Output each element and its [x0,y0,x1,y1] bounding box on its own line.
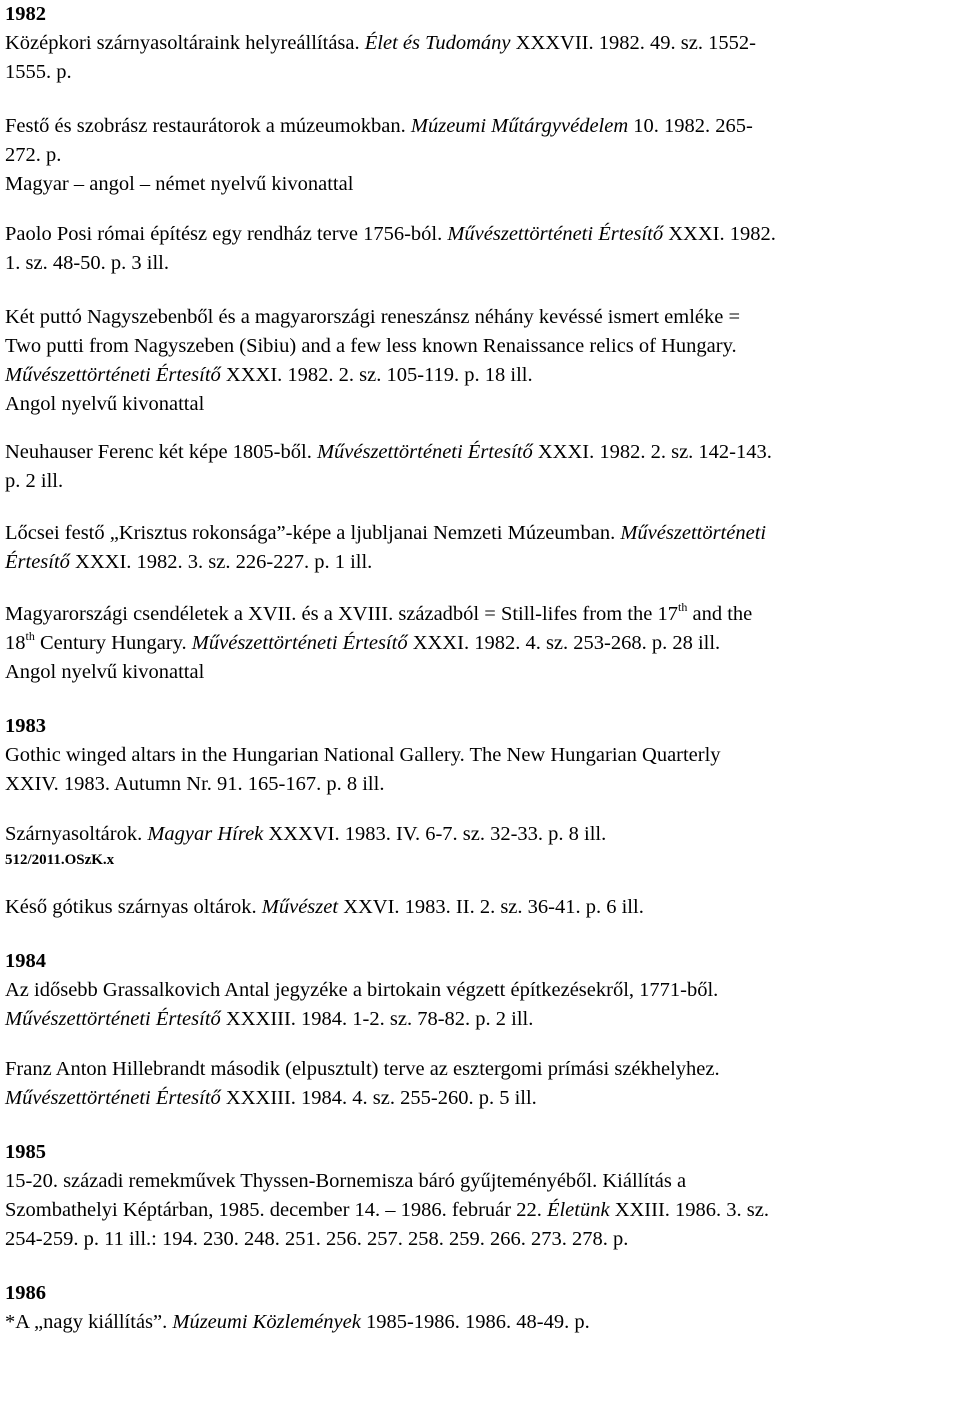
bibliography-entry [5,519,955,577]
bibliography-entry [5,1308,955,1337]
bibliography-entry [5,820,955,849]
entry-ref: XXXIII. 1984. 1-2. sz. 78-82. p. 2 ill. [220,1008,534,1030]
bibliography-entry [5,303,955,419]
entry-title: Középkori szárnyasoltáraink helyreállítása. [5,32,365,54]
entry-title: *A „nagy kiállítás”. [5,1311,173,1333]
year-heading-1985: 1985 [5,1141,46,1163]
entry-title: Paolo Posi római építész egy rendház terve 1756-ból. [5,223,448,245]
entry-title: Késő gótikus szárnyas oltárok. [5,896,262,918]
entry-ref: XXXVI. 1983. IV. 6-7. sz. 32-33. p. 8 ill. [263,823,607,845]
bibliography-entry [5,29,955,87]
bibliography-entry [5,1167,955,1254]
bibliography-entry [5,112,955,199]
journal-name: Múzeumi Műtárgyvédelem [410,115,629,137]
entry-ref-cont: 272. p. [5,144,62,166]
entry-ref: XXXVII. 1982. 49. sz. 1552- [510,32,756,54]
entry-title: 15-20. századi remekművek Thyssen-Bornemisza báró gyűjteményéből. Kiállítás a [5,1170,687,1192]
journal-name: Magyar Hírek [147,823,264,845]
entry-title: Neuhauser Ferenc két képe 1805-ből. [5,441,317,463]
entry-ref: XXXIII. 1984. 4. sz. 255-260. p. 5 ill. [220,1087,537,1109]
entry-title-english: Two putti from Nagyszeben (Sibiu) and a few less known Renaissance relics of Hungary. [5,335,737,357]
year-heading-1982: 1982 [5,3,46,25]
bibliography-entry [5,438,955,496]
bibliography-entry [5,600,955,687]
entry-title-cont: and the [687,603,753,625]
entry-ref: XXIII. 1986. 3. sz. [609,1199,769,1221]
journal-name: Életünk [546,1199,610,1221]
abstract-note: Magyar – angol – német nyelvű kivonattal [5,173,354,195]
bibliography-entry [5,976,955,1034]
journal-name: Művészettörténeti Értesítő [447,223,664,245]
journal-name: Művészet [261,896,339,918]
ordinal-superscript: th [25,629,35,643]
entry-ref-cont: 1555. p. [5,61,72,83]
journal-name-cont: Értesítő [5,551,70,573]
entry-title: Két puttó Nagyszebenből és a magyarországi reneszánsz néhány kevéssé ismert emléke = [5,306,741,328]
journal-name: Művészettörténeti Értesítő [5,1008,221,1030]
entry-title: Lőcsei festő „Krisztus rokonsága”-képe a ljubljanai Nemzeti Múzeumban. [5,522,621,544]
journal-name: Élet és Tudomány [364,32,511,54]
catalog-code: 512/2011.OSzK.x [5,852,115,868]
abstract-note: Angol nyelvű kivonattal [5,393,205,415]
entry-title: Gothic winged altars in the Hungarian National Gallery. The New Hungarian Quarterly [5,744,721,766]
year-heading-1983: 1983 [5,715,46,737]
entry-title: Franz Anton Hillebrandt második (elpusztult) terve az esztergomi prímási székhelyhez. [5,1058,720,1080]
entry-ref: XXXI. 1982. 4. sz. 253-268. p. 28 ill. [407,632,721,654]
journal-name: Művészettörténeti Értesítő [316,441,533,463]
entry-ref: 1985-1986. 1986. 48-49. p. [360,1311,590,1333]
journal-name: Művészettörténeti Értesítő [5,1087,221,1109]
abstract-note: Angol nyelvű kivonattal [5,661,205,683]
journal-name: Művészettörténeti Értesítő [5,364,221,386]
bibliography-entry [5,1055,955,1113]
bibliography-document [5,0,955,1337]
bibliography-entry [5,220,955,278]
bibliography-entry [5,893,955,922]
entry-title: Szárnyasoltárok. [5,823,148,845]
entry-title-cont: 18 [5,632,26,654]
entry-ref: XXXI. 1982. 2. sz. 105-119. p. 18 ill. [220,364,533,386]
bibliography-entry [5,741,955,799]
entry-ref-cont: 1. sz. 48-50. p. 3 ill. [5,252,169,274]
entry-ref: XXXI. 1982. [663,223,776,245]
entry-ref: XXXI. 1982. 2. sz. 142-143. [532,441,772,463]
ordinal-superscript: th [678,600,688,614]
journal-name: Művészettörténeti [620,522,767,544]
entry-title: Az idősebb Grassalkovich Antal jegyzéke a birtokain végzett építkezésekről, 1771-ből. [5,979,719,1001]
entry-ref: XXXI. 1982. 3. sz. 226-227. p. 1 ill. [69,551,373,573]
entry-ref-cont: p. 2 ill. [5,470,64,492]
year-heading-1984: 1984 [5,950,46,972]
entry-ref: XXVI. 1983. II. 2. sz. 36-41. p. 6 ill. [338,896,644,918]
entry-title-cont: Szombathelyi Képtárban, 1985. december 14. – 1986. február 22. [5,1199,547,1221]
entry-title-cont: Century Hungary. [34,632,192,654]
entry-title: Magyarországi csendéletek a XVII. és a XVIII. századból = Still-lifes from the 17 [5,603,679,625]
journal-name: Múzeumi Közlemények [172,1311,361,1333]
year-heading-1986: 1986 [5,1282,46,1304]
entry-ref: XXIV. 1983. Autumn Nr. 91. 165-167. p. 8 ill. [5,773,385,795]
entry-ref: 10. 1982. 265- [628,115,753,137]
entry-title: Festő és szobrász restaurátorok a múzeumokban. [5,115,411,137]
journal-name: Művészettörténeti Értesítő [191,632,408,654]
entry-ref-cont: 254-259. p. 11 ill.: 194. 230. 248. 251. 256. 257. 258. 259. 266. 273. 278. p. [5,1228,629,1250]
